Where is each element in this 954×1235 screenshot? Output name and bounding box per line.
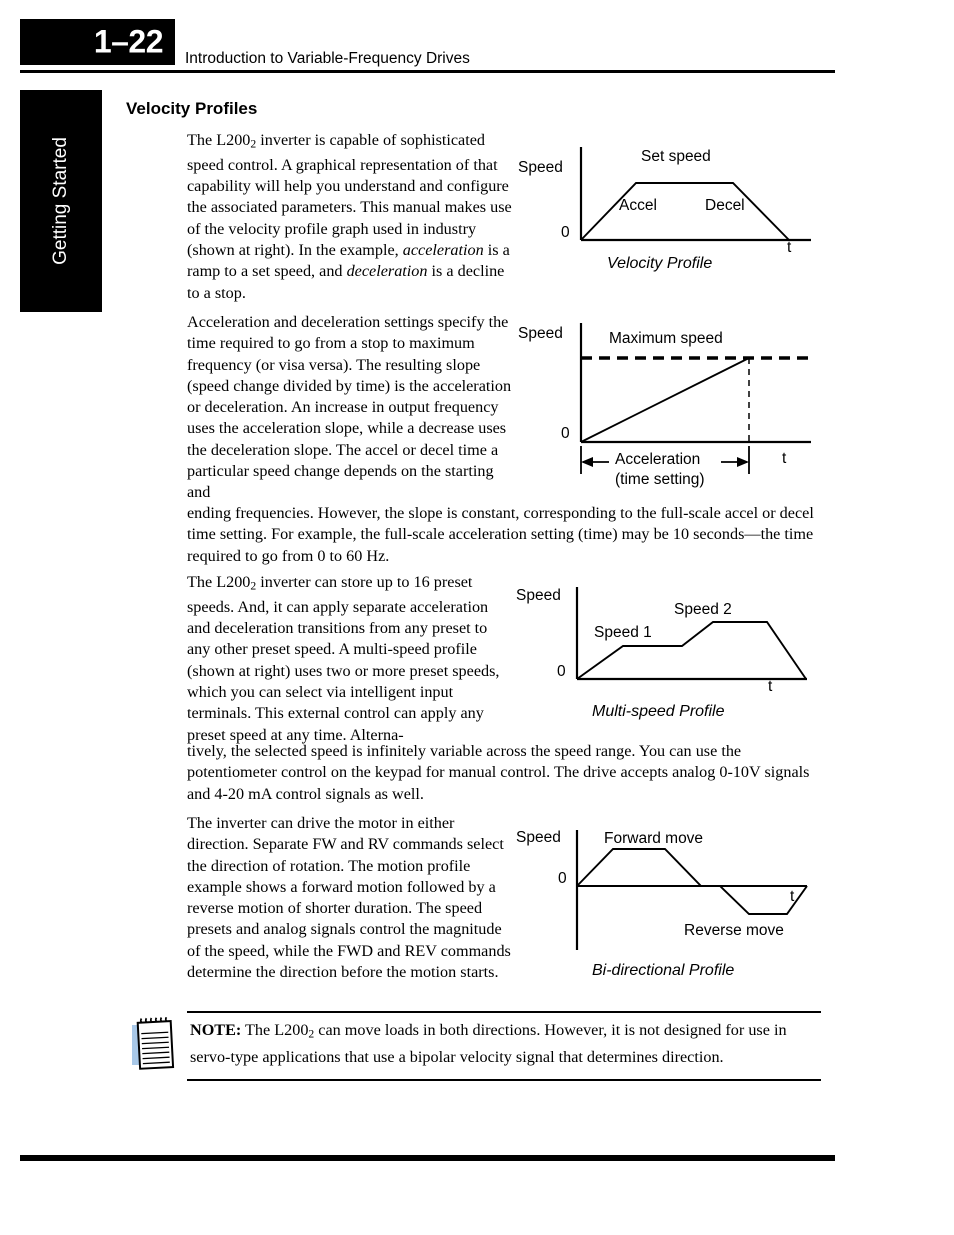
footer-divider	[20, 1155, 835, 1161]
bi-directional-caption: Bi-directional Profile	[592, 962, 735, 979]
acceleration-max-speed-label: Maximum speed	[609, 330, 723, 347]
bi-directional-y-axis-label: Speed	[516, 829, 561, 846]
note-text-a: The L200	[241, 1021, 309, 1039]
paragraph-1-emphasis-deceleration: deceleration	[346, 262, 428, 281]
paragraph-1	[187, 130, 513, 304]
paragraph-1-emphasis-acceleration: acceleration	[402, 241, 484, 260]
paragraph-3-narrow	[187, 572, 513, 746]
paragraph-2-wide: ending frequencies. However, the slope is constant, corresponding to the full-scale accel or decel time setting. For example, the full-scale acceleration setting (time) may be 10 seconds—the time required to go from 0 to 60 Hz.	[187, 504, 814, 565]
sidebar-tab-label: Getting Started	[50, 137, 71, 265]
multi-speed-y-axis-label: Speed	[516, 587, 561, 604]
figure-velocity-profile	[519, 143, 819, 278]
paragraph-3-wide: tively, the selected speed is infinitely variable across the speed range. You can use the potentiometer control on the keypad for manual control. The drive accepts analog 0-10V signals and 4-20 mA control signals as well.	[187, 742, 810, 803]
header-divider	[20, 70, 835, 73]
paragraph-1-text-d: is a decline to a stop.	[187, 262, 505, 302]
notepad-icon-glyph	[129, 1017, 179, 1075]
note-divider-bottom	[187, 1079, 821, 1081]
multi-speed-speed1-label: Speed 1	[594, 624, 652, 641]
figure-acceleration	[519, 320, 819, 490]
acceleration-dimension-label: Acceleration	[615, 451, 701, 468]
acceleration-zero-label: 0	[561, 425, 570, 442]
paragraph-1-text-a: The L200	[187, 131, 251, 149]
page-number-box	[20, 19, 175, 65]
velocity-profile-set-speed-label: Set speed	[641, 148, 711, 165]
bi-directional-x-axis-label: t	[790, 888, 795, 905]
velocity-profile-decel-label: Decel	[705, 197, 745, 214]
note-subscript: 2	[308, 1027, 315, 1041]
paragraph-1-text-b: inverter is capable of sophisticated speed control. A graphical representation of that capability will help you understand and configure the associated parameters. This manual makes use of the velocity profile graph used in industry (shown at right). In the example,	[187, 131, 512, 260]
paragraph-3-text-b: inverter can store up to 16 preset speeds. And, it can apply separate acceleration and deceleration transitions from any preset to any other preset speed. A multi-speed profile (shown at right) uses two or more preset speeds, which you can select via intelligent input terminals. This external control can apply any preset speed at any time. Alterna-	[187, 573, 500, 744]
bi-directional-forward-label: Forward move	[604, 830, 704, 847]
paragraph-4: The inverter can drive the motor in either direction. Separate FW and RV commands select the direction of rotation. The motion profile example shows a forward motion followed by a reverse motion of shorter duration. The speed presets and analog signals control the magnitude of the speed, while the FWD and REV commands determine the direction before the motion starts.	[187, 814, 511, 982]
acceleration-y-axis-label: Speed	[518, 325, 563, 342]
acceleration-time-setting-label: (time setting)	[615, 471, 705, 488]
multi-speed-zero-label: 0	[557, 663, 566, 680]
paragraph-1-text-c: is a ramp to a set speed, and	[187, 241, 510, 281]
note-text-b: can move loads in both directions. However, it is not designed for use in servo-type applications that use a bipolar velocity signal that determines direction.	[190, 1021, 787, 1066]
note-label: NOTE:	[190, 1021, 242, 1039]
velocity-profile-y-axis-label: Speed	[518, 159, 563, 176]
velocity-profile-x-axis-label: t	[787, 239, 792, 256]
figure-bi-directional	[515, 826, 820, 986]
note-divider-top	[187, 1011, 821, 1013]
multi-speed-x-axis-label: t	[768, 678, 773, 695]
figure-multi-speed	[515, 583, 820, 728]
bi-directional-zero-label: 0	[558, 870, 567, 887]
notepad-icon	[129, 1017, 179, 1075]
paragraph-2-narrow: Acceleration and deceleration settings specify the time required to go from a stop to maximum frequency (or visa versa). The resulting slope (speed change divided by time) is the acceleration or deceleration. An increase in output frequency uses the acceleration slope, while a decrease uses the deceleration slope. The accel or decel time a particular speed change depends on the starting and	[187, 313, 512, 502]
multi-speed-caption: Multi-speed Profile	[592, 703, 725, 720]
velocity-profile-accel-label: Accel	[619, 197, 657, 214]
header-title: Introduction to Variable-Frequency Drives	[185, 50, 470, 67]
bi-directional-reverse-label: Reverse move	[684, 922, 784, 939]
note-text	[190, 1019, 820, 1068]
acceleration-x-axis-label: t	[782, 450, 787, 467]
page-number: 1–22	[93, 23, 163, 60]
page-title: Velocity Profiles	[126, 99, 258, 118]
paragraph-3-subscript: 2	[250, 579, 257, 593]
sidebar-tab-getting-started	[20, 90, 102, 312]
paragraph-1-subscript: 2	[250, 137, 257, 151]
velocity-profile-caption: Velocity Profile	[607, 255, 713, 272]
velocity-profile-zero-label: 0	[561, 224, 570, 241]
multi-speed-speed2-label: Speed 2	[674, 601, 732, 618]
paragraph-3-text-a: The L200	[187, 573, 251, 591]
